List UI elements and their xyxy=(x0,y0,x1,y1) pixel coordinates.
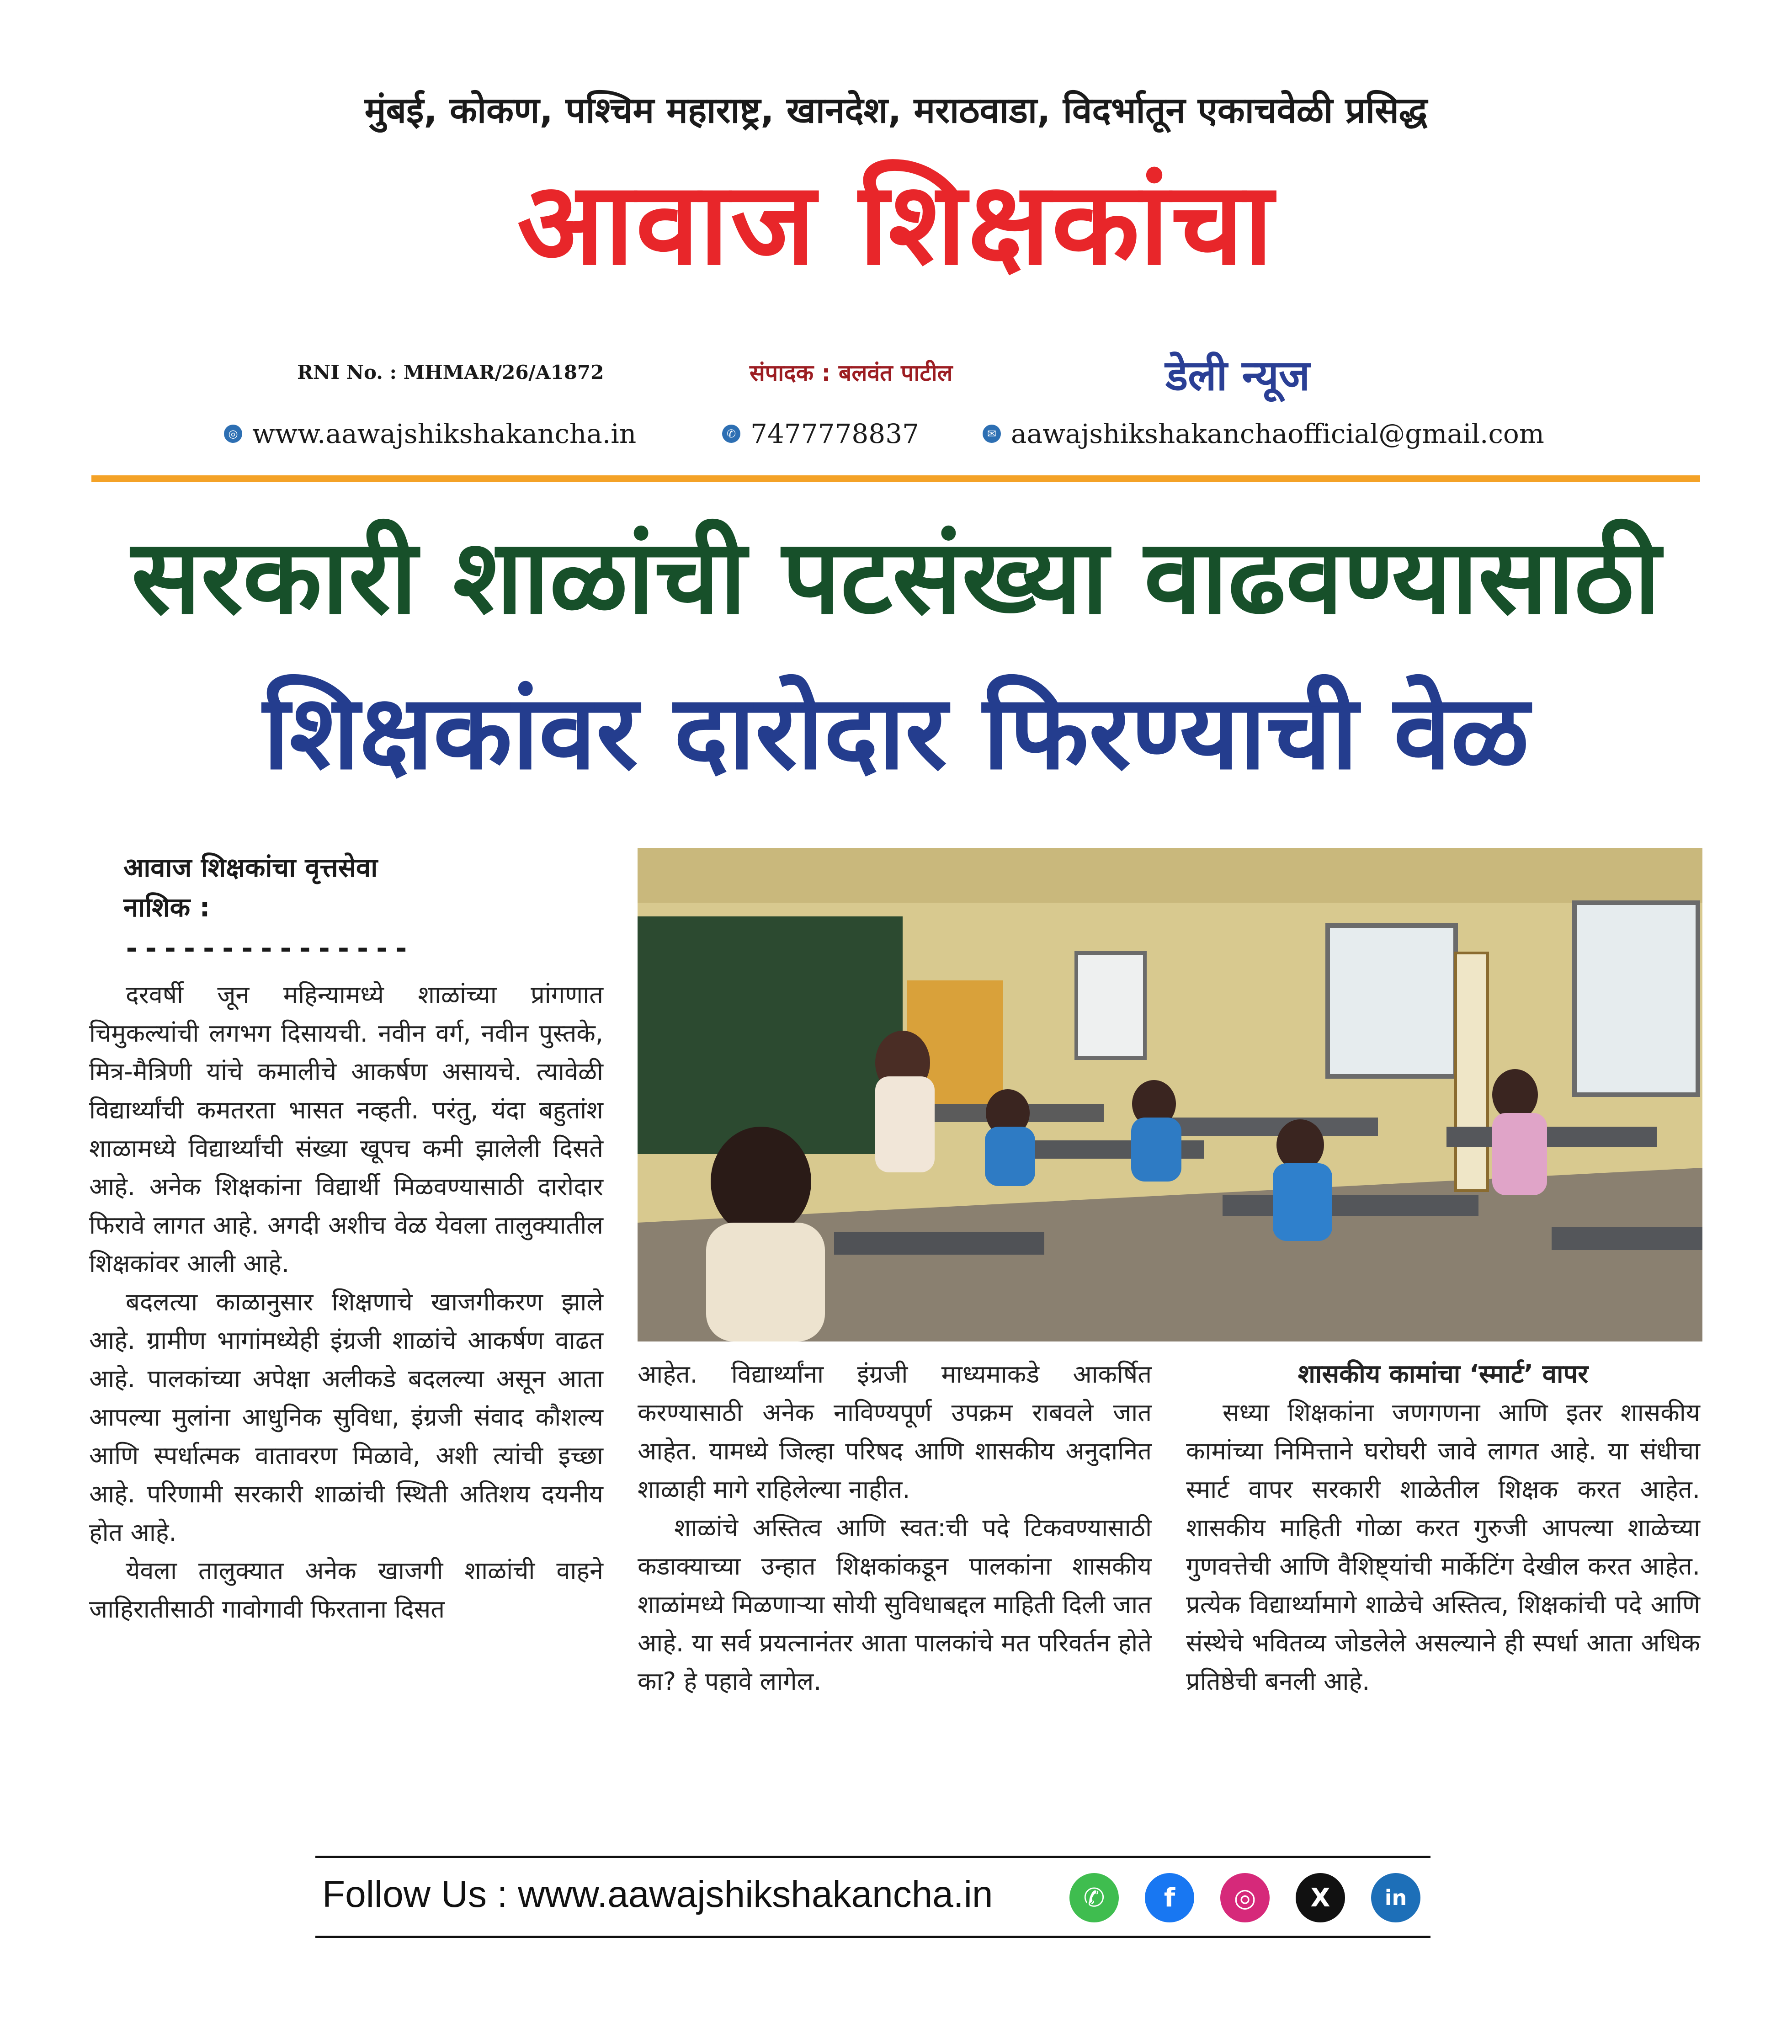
daily-news-label: डेली न्यूज xyxy=(1165,351,1310,400)
dateline-place: नाशिक : xyxy=(123,892,210,923)
facebook-icon[interactable]: f xyxy=(1145,1873,1194,1922)
linkedin-icon[interactable]: in xyxy=(1371,1873,1420,1922)
section-subhead: शासकीय कामांचा ‘स्मार्ट’ वापर xyxy=(1297,1359,1589,1389)
contact-email[interactable] xyxy=(983,418,1544,449)
article-column-1 xyxy=(89,976,603,1629)
tagline: मुंबई, कोकण, पश्चिम महाराष्ट्र, खानदेश, मराठवाडा, विदर्भातून एकाचवेळी प्रसिद्ध xyxy=(364,90,1428,131)
website-text: www.aawajshikshakancha.in xyxy=(252,418,637,449)
masthead-title: आवाज शिक्षकांचा xyxy=(517,157,1275,290)
news-service: आवाज शिक्षकांचा वृत्तसेवा xyxy=(123,852,378,883)
contact-website[interactable] xyxy=(224,418,636,449)
article-column-3 xyxy=(1186,1355,1700,1701)
paragraph: येवला तालुक्यात अनेक खाजगी शाळांची वाहने जाहिरातीसाठी गावोगावी फिरताना दिसत xyxy=(89,1556,603,1623)
globe-icon: ◎ xyxy=(224,425,242,443)
paragraph: बदलत्या काळानुसार शिक्षणाचे खाजगीकरण झाले आहे. ग्रामीण भागांमध्येही इंग्रजी शाळांचे आकर्षण वाढत आहे. पालकांच्या अपेक्षा अलीकडे बदलल्या असून आता आपल्या मुलांना आधुनिक सुविधा, इंग्रजी संवाद कौशल्य आणि स्पर्धात्मक वातावरण मिळावे, अशी त्यांची इच्छा आहे. परिणामी सरकारी शाळांची स्थिती अतिशय दयनीय होत आहे. xyxy=(89,1288,603,1547)
contact-phone[interactable] xyxy=(722,418,919,449)
paragraph: सध्या शिक्षकांना जणगणना आणि इतर शासकीय कामांच्या निमित्ताने घरोघरी जावे लागत आहे. या संधीचा स्मार्ट वापर सरकारी शाळेतील शिक्षक करत आहेत. शासकीय माहिती गोळा करत गुरुजी आपल्या शाळेच्या गुणवत्तेची आणि वैशिष्ट्यांची मार्केटिंग देखील करत आहेत. प्रत्येक विद्यार्थ्यामागे शाळेचे अस्तित्व, शिक्षकांची पदे आणि संस्थेचे भवितव्य जोडलेले असल्याने ही स्पर्धा आता अधिक प्रतिष्ठेची बनली आहे. xyxy=(1186,1398,1700,1696)
footer-bottom-rule xyxy=(315,1936,1430,1938)
paragraph: शाळांचे अस्तित्व आणि स्वत:ची पदे टिकवण्यासाठी कडाक्याच्या उन्हात शिक्षकांकडून पालकांना शासकीय शाळांमध्ये मिळणाऱ्या सोयी सुविधाबद्दल माहिती दिली जात आहे. या सर्व प्रयत्नानंतर आता पालकांचे मत परिवर्तन होते का? हे पहावे लागेल. xyxy=(638,1513,1152,1696)
email-text: aawajshikshakanchaofficial@gmail.com xyxy=(1011,418,1544,449)
headline-line-2: शिक्षकांवर दारोदार फिरण्याची वेळ xyxy=(263,673,1529,793)
phone-icon: ✆ xyxy=(722,425,740,443)
editor-credit: संपादक : बलवंत पाटील xyxy=(750,360,953,386)
whatsapp-icon[interactable]: ✆ xyxy=(1069,1873,1119,1922)
rni-number: RNI No. : MHMAR/26/A1872 xyxy=(297,361,604,383)
headline-line-1: सरकारी शाळांची पटसंख्या वाढवण्यासाठी xyxy=(131,517,1661,637)
classroom-illustration xyxy=(638,848,1702,1341)
email-icon: ✉ xyxy=(983,425,1001,443)
header-divider xyxy=(91,475,1700,482)
paragraph: दरवर्षी जून महिन्यामध्ये शाळांच्या प्रांगणात चिमुकल्यांची लगभग दिसायची. नवीन वर्ग, नवीन पुस्तके, मित्र-मैत्रिणी यांचे कमालीचे आकर्षण असायचे. त्यावेळी विद्यार्थ्यांची कमतरता भासत नव्हती. परंतु, यंदा बहुतांश शाळामध्ये विद्यार्थ्यांची संख्या खूपच कमी झालेली दिसते आहे. अनेक शिक्षकांना विद्यार्थी मिळवण्यासाठी दारोदार फिरावे लागत आहे. अगदी अशीच वेळ येवला तालुक्यातील शिक्षकांवर आली आहे. xyxy=(89,980,603,1278)
classroom-photo xyxy=(638,848,1702,1341)
instagram-icon[interactable]: ◎ xyxy=(1220,1873,1270,1922)
paragraph: आहेत. विद्यार्थ्यांना इंग्रजी माध्यमाकडे आकर्षित करण्यासाठी अनेक नाविण्यपूर्ण उपक्रम राबवले जात आहेत. यामध्ये जिल्हा परिषद आणि शासकीय अनुदानित शाळाही मागे राहिलेल्या नाहीत. xyxy=(638,1360,1152,1504)
byline xyxy=(123,848,378,927)
phone-text: 7477778837 xyxy=(750,418,920,449)
article-column-2 xyxy=(638,1355,1152,1701)
byline-dashes: --------------- xyxy=(123,932,412,964)
x-icon[interactable]: X xyxy=(1296,1873,1345,1922)
footer-top-rule xyxy=(315,1856,1430,1858)
follow-us-text[interactable]: Follow Us : www.aawajshikshakancha.in xyxy=(322,1874,993,1915)
